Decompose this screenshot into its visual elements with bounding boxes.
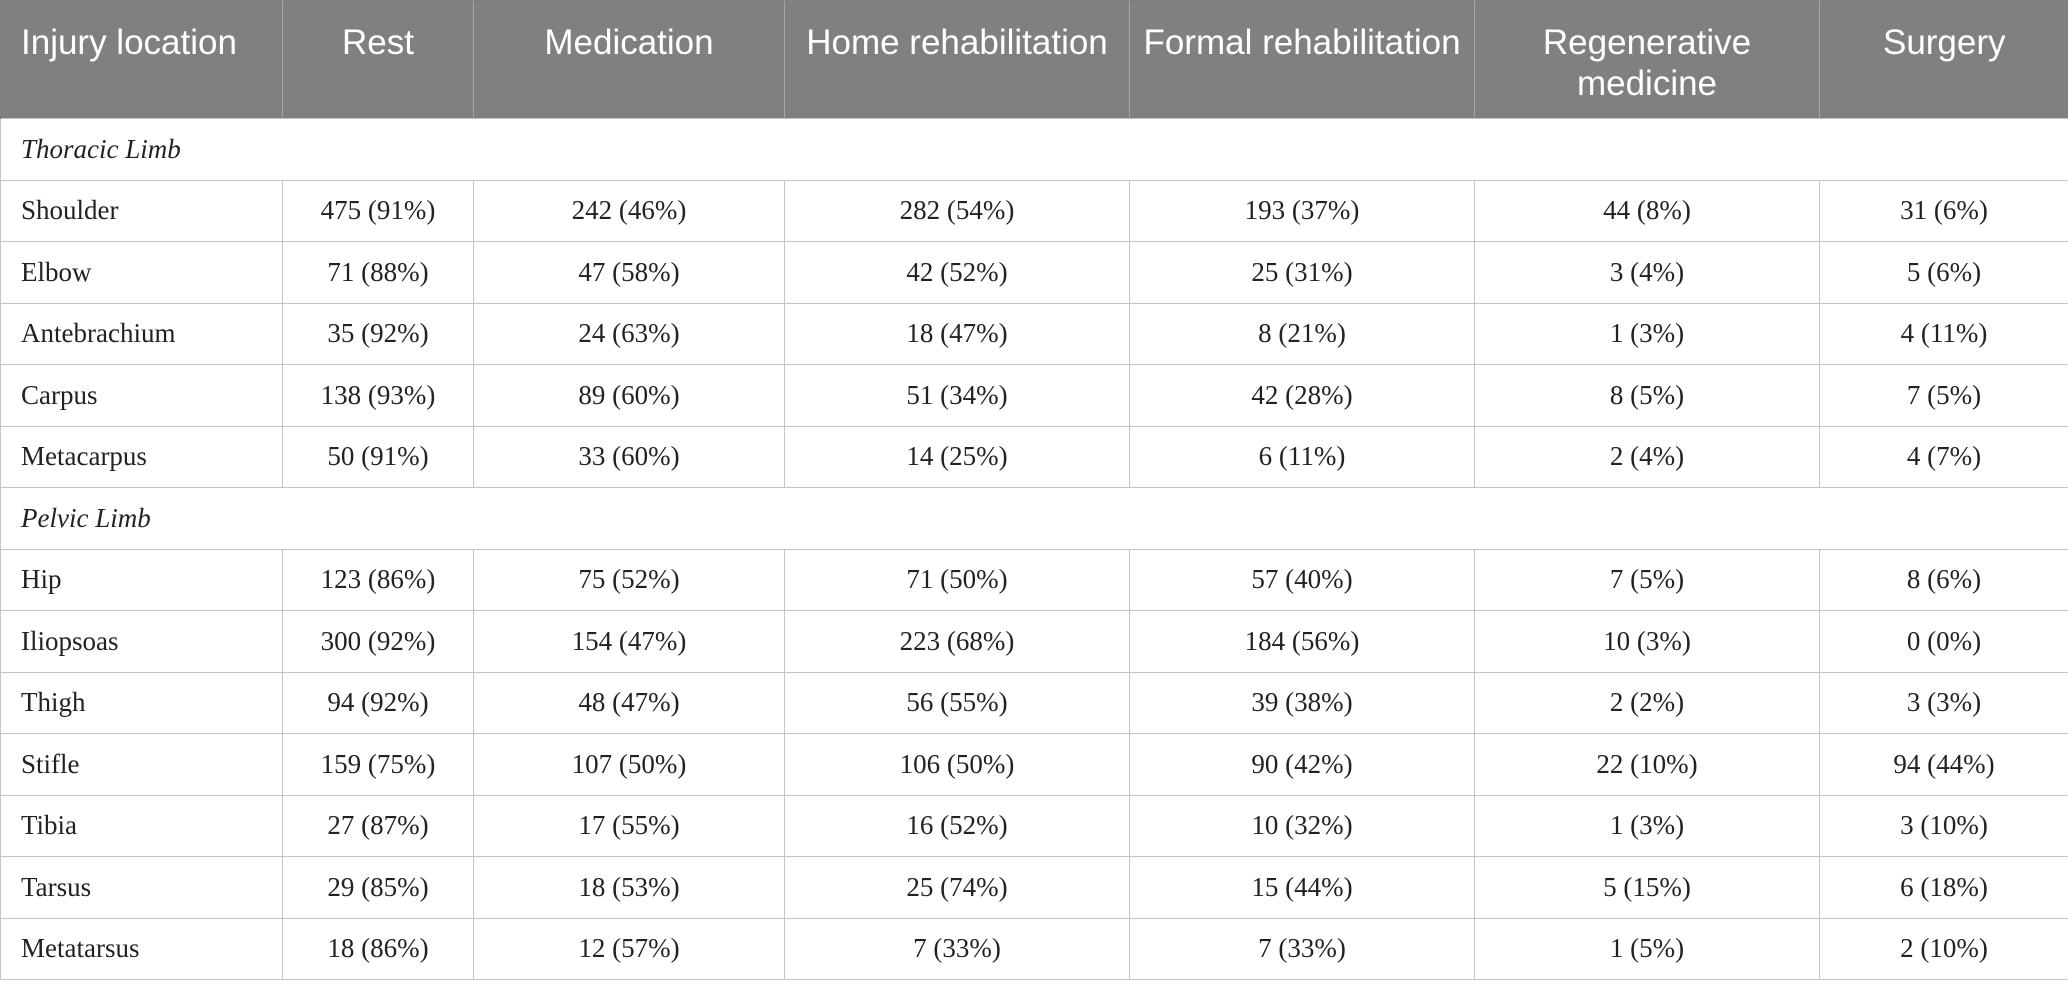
home-rehabilitation-cell: 7 (33%) (785, 918, 1130, 980)
rest-cell: 475 (91%) (283, 180, 474, 242)
injury-location-cell: Hip (1, 549, 283, 611)
rest-cell: 123 (86%) (283, 549, 474, 611)
injury-location-cell: Tibia (1, 795, 283, 857)
formal-rehabilitation-cell: 15 (44%) (1130, 857, 1475, 919)
home-rehabilitation-cell: 18 (47%) (785, 303, 1130, 365)
formal-rehabilitation-cell: 6 (11%) (1130, 426, 1475, 488)
injury-location-cell: Elbow (1, 242, 283, 304)
table-row (1, 549, 2068, 611)
section-row (1, 119, 2068, 181)
formal-rehabilitation-cell: 42 (28%) (1130, 365, 1475, 427)
home-rehabilitation-cell: 106 (50%) (785, 734, 1130, 796)
table-row (1, 918, 2068, 980)
injury-location-cell: Thigh (1, 672, 283, 734)
injury-location-cell: Stifle (1, 734, 283, 796)
medication-cell: 154 (47%) (474, 611, 785, 673)
regenerative-medicine-cell: 1 (3%) (1475, 795, 1820, 857)
home-rehabilitation-cell: 56 (55%) (785, 672, 1130, 734)
table-header (1, 1, 2068, 119)
table-body (1, 119, 2068, 980)
rest-cell: 94 (92%) (283, 672, 474, 734)
table-row (1, 672, 2068, 734)
medication-cell: 75 (52%) (474, 549, 785, 611)
rest-cell: 50 (91%) (283, 426, 474, 488)
formal-rehabilitation-cell: 10 (32%) (1130, 795, 1475, 857)
medication-cell: 12 (57%) (474, 918, 785, 980)
injury-location-cell: Iliopsoas (1, 611, 283, 673)
section-row (1, 488, 2068, 550)
injury-location-cell: Tarsus (1, 857, 283, 919)
medication-cell: 107 (50%) (474, 734, 785, 796)
header-formal-rehabilitation: Formal rehabilitation (1130, 1, 1475, 119)
formal-rehabilitation-cell: 57 (40%) (1130, 549, 1475, 611)
formal-rehabilitation-cell: 90 (42%) (1130, 734, 1475, 796)
table-row (1, 242, 2068, 304)
injury-location-cell: Shoulder (1, 180, 283, 242)
medication-cell: 18 (53%) (474, 857, 785, 919)
home-rehabilitation-cell: 42 (52%) (785, 242, 1130, 304)
section-title: Thoracic Limb (1, 119, 2068, 181)
formal-rehabilitation-cell: 193 (37%) (1130, 180, 1475, 242)
table-row (1, 303, 2068, 365)
table-row (1, 795, 2068, 857)
medication-cell: 47 (58%) (474, 242, 785, 304)
regenerative-medicine-cell: 7 (5%) (1475, 549, 1820, 611)
regenerative-medicine-cell: 2 (4%) (1475, 426, 1820, 488)
medication-cell: 24 (63%) (474, 303, 785, 365)
table-row (1, 734, 2068, 796)
regenerative-medicine-cell: 8 (5%) (1475, 365, 1820, 427)
rest-cell: 300 (92%) (283, 611, 474, 673)
regenerative-medicine-cell: 44 (8%) (1475, 180, 1820, 242)
home-rehabilitation-cell: 14 (25%) (785, 426, 1130, 488)
medication-cell: 33 (60%) (474, 426, 785, 488)
surgery-cell: 4 (11%) (1820, 303, 2068, 365)
injury-location-cell: Metacarpus (1, 426, 283, 488)
medication-cell: 242 (46%) (474, 180, 785, 242)
regenerative-medicine-cell: 2 (2%) (1475, 672, 1820, 734)
rest-cell: 71 (88%) (283, 242, 474, 304)
header-row (1, 1, 2068, 119)
surgery-cell: 3 (3%) (1820, 672, 2068, 734)
surgery-cell: 0 (0%) (1820, 611, 2068, 673)
header-regenerative-medicine: Regenerative medicine (1475, 1, 1820, 119)
surgery-cell: 4 (7%) (1820, 426, 2068, 488)
medication-cell: 89 (60%) (474, 365, 785, 427)
header-injury-location: Injury location (1, 1, 283, 119)
header-rest: Rest (283, 1, 474, 119)
regenerative-medicine-cell: 22 (10%) (1475, 734, 1820, 796)
rest-cell: 35 (92%) (283, 303, 474, 365)
surgery-cell: 31 (6%) (1820, 180, 2068, 242)
surgery-cell: 2 (10%) (1820, 918, 2068, 980)
home-rehabilitation-cell: 71 (50%) (785, 549, 1130, 611)
home-rehabilitation-cell: 223 (68%) (785, 611, 1130, 673)
rest-cell: 27 (87%) (283, 795, 474, 857)
surgery-cell: 3 (10%) (1820, 795, 2068, 857)
injury-location-cell: Metatarsus (1, 918, 283, 980)
table-row (1, 426, 2068, 488)
surgery-cell: 7 (5%) (1820, 365, 2068, 427)
regenerative-medicine-cell: 3 (4%) (1475, 242, 1820, 304)
formal-rehabilitation-cell: 184 (56%) (1130, 611, 1475, 673)
rest-cell: 159 (75%) (283, 734, 474, 796)
surgery-cell: 94 (44%) (1820, 734, 2068, 796)
table-row (1, 365, 2068, 427)
surgery-cell: 6 (18%) (1820, 857, 2068, 919)
rest-cell: 138 (93%) (283, 365, 474, 427)
medication-cell: 17 (55%) (474, 795, 785, 857)
regenerative-medicine-cell: 10 (3%) (1475, 611, 1820, 673)
home-rehabilitation-cell: 16 (52%) (785, 795, 1130, 857)
rest-cell: 29 (85%) (283, 857, 474, 919)
home-rehabilitation-cell: 282 (54%) (785, 180, 1130, 242)
header-surgery: Surgery (1820, 1, 2068, 119)
rest-cell: 18 (86%) (283, 918, 474, 980)
regenerative-medicine-cell: 5 (15%) (1475, 857, 1820, 919)
formal-rehabilitation-cell: 39 (38%) (1130, 672, 1475, 734)
regenerative-medicine-cell: 1 (3%) (1475, 303, 1820, 365)
header-medication: Medication (474, 1, 785, 119)
surgery-cell: 8 (6%) (1820, 549, 2068, 611)
injury-location-cell: Carpus (1, 365, 283, 427)
home-rehabilitation-cell: 25 (74%) (785, 857, 1130, 919)
table-row (1, 180, 2068, 242)
formal-rehabilitation-cell: 8 (21%) (1130, 303, 1475, 365)
header-home-rehabilitation: Home rehabilitation (785, 1, 1130, 119)
regenerative-medicine-cell: 1 (5%) (1475, 918, 1820, 980)
surgery-cell: 5 (6%) (1820, 242, 2068, 304)
section-title: Pelvic Limb (1, 488, 2068, 550)
injury-location-cell: Antebrachium (1, 303, 283, 365)
table-row (1, 611, 2068, 673)
home-rehabilitation-cell: 51 (34%) (785, 365, 1130, 427)
formal-rehabilitation-cell: 25 (31%) (1130, 242, 1475, 304)
formal-rehabilitation-cell: 7 (33%) (1130, 918, 1475, 980)
medication-cell: 48 (47%) (474, 672, 785, 734)
table-row (1, 857, 2068, 919)
